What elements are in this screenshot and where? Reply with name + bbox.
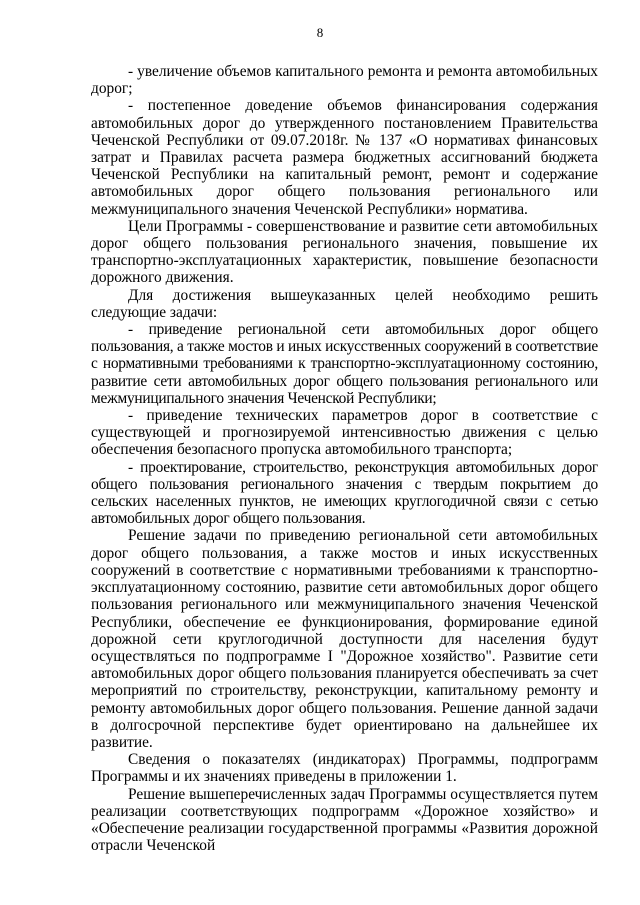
paragraph-indicators: Сведения о показателях (индикаторах) Программы, подпрограмм Программы и их значениях приведены в приложении 1. [91, 751, 598, 786]
paragraph-task-technical-parameters: - приведение технических параметров дорог в соответствие с существующей и прогнозируемой интенсивностью движения с целью обеспечения безопасного пропуска автомобильного транспорта; [91, 407, 598, 459]
document-body [91, 63, 598, 854]
paragraph-task-design-construction: - проектирование, строительство, реконструкция автомобильных дорог общего пользования регионального значения с твердым покрытием до сельских населенных пунктов, не имеющих круглогодичной связи с сетью автомобильных дорог общего пользования. [91, 458, 598, 528]
paragraph-program-goals: Цели Программы - совершенствование и развитие сети автомобильных дорог общего пользования регионального значения, повышение их транспортно-эксплуатационных характеристик, повышение безопасности дорожного движения. [91, 217, 598, 287]
paragraph-subprograms: Решение вышеперечисленных задач Программы осуществляется путем реализации соответствующих подпрограмм «Дорожное хозяйство» и «Обеспечение реализации государственной программы «Развития дорожной отрасли Чеченской [91, 785, 598, 855]
paragraph-repair-volume: - увеличение объемов капитального ремонта и ремонта автомобильных дорог; [91, 63, 598, 98]
paragraph-tasks-intro: Для достижения вышеуказанных целей необходимо решить следующие задачи: [91, 286, 598, 321]
paragraph-task-regional-network: - приведение региональной сети автомобильных дорог общего пользования, а также мостов и иных искусственных сооружений в соответствие с нормативными требованиями к транспортно-эксплуатационному состоянию, развитие сети автомобильных дорог общего пользования регионального или межмуниципального значения Чеченской Республики; [91, 321, 598, 407]
paragraph-financing: - постепенное доведение объемов финансирования содержания автомобильных дорог до утвержденного постановлением Правительства Чеченской Республики от 09.07.2018г. № 137 «О нормативах финансовых затрат и Правилах расчета размера бюджетных ассигнований бюджета Чеченской Республики на капитальный ремонт, ремонт и содержание автомобильных дорог общего пользования регионального или межмуниципального значения Чеченской Республики» норматива. [91, 97, 598, 218]
page-number: 8 [316, 25, 324, 40]
paragraph-solution: Решение задачи по приведению региональной сети автомобильных дорог общего пользования, а также мостов и иных искусственных сооружений в соответствие с нормативными требованиями к транспортно-эксплуатационному состоянию, развитие сети автомобильных дорог общего пользования регионального или межмуниципального значения Чеченской Республики, обеспечение ее функционирования, формирование единой дорожной сети круглогодичной доступности для населения будут осуществляться по подпрограмме I "Дорожное хозяйство". Развитие сети автомобильных дорог общего пользования планируется обеспечивать за счет мероприятий по строительству, реконструкции, капитальному ремонту и ремонту автомобильных дорог общего пользования. Решение данной задачи в долгосрочной перспективе будет ориентировано на дальнейшее их развитие. [91, 527, 598, 751]
